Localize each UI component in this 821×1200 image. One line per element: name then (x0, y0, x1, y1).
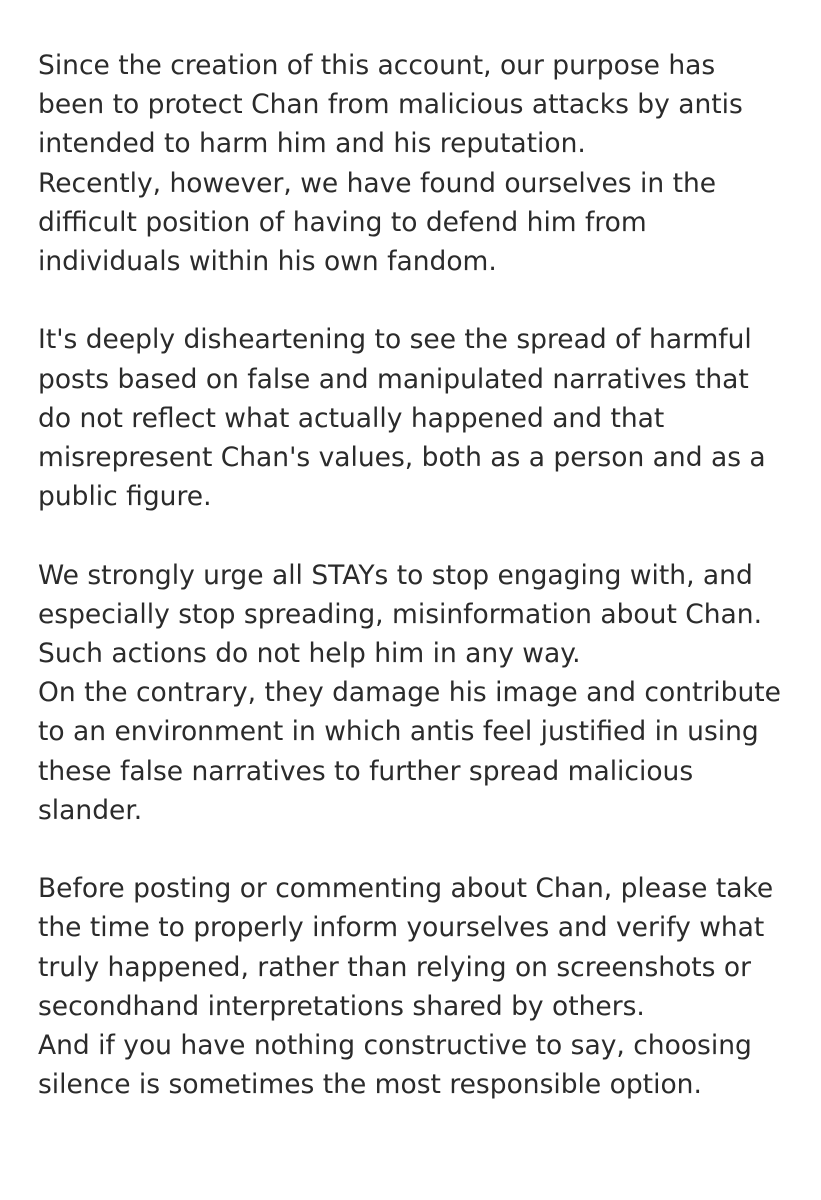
text-line: truly happened, rather than relying on screenshots or (38, 951, 752, 983)
paragraph-disheartening (38, 320, 813, 516)
text-line: Recently, however, we have found ourselves in the (38, 167, 717, 199)
text-line: public figure. (38, 481, 212, 513)
text-line: On the contrary, they damage his image and contribute (38, 677, 781, 709)
text-line: posts based on false and manipulated narratives that (38, 363, 749, 395)
text-line: misrepresent Chan's values, both as a person and as a (38, 442, 766, 474)
statement-document (38, 46, 813, 1104)
text-line: slander. (38, 794, 143, 826)
paragraph-before-posting (38, 869, 813, 1104)
text-line: Such actions do not help him in any way. (38, 638, 581, 670)
text-line: especially stop spreading, misinformation about Chan. (38, 598, 763, 630)
paragraph-urge (38, 556, 813, 830)
text-line: to an environment in which antis feel justified in using (38, 716, 759, 748)
text-line: We strongly urge all STAYs to stop engaging with, and (38, 559, 753, 591)
paragraph-purpose (38, 46, 813, 281)
text-line: Before posting or commenting about Chan, please take (38, 873, 774, 905)
text-line: individuals within his own fandom. (38, 246, 497, 278)
text-line: difficult position of having to defend him from (38, 206, 647, 238)
text-line: been to protect Chan from malicious attacks by antis (38, 89, 743, 121)
text-line: silence is sometimes the most responsible option. (38, 1069, 702, 1101)
text-line: intended to harm him and his reputation. (38, 128, 586, 160)
text-line: these false narratives to further spread malicious (38, 755, 694, 787)
text-line: Since the creation of this account, our purpose has (38, 50, 716, 81)
text-line: secondhand interpretations shared by others. (38, 990, 645, 1022)
text-line: the time to properly inform yourselves and verify what (38, 912, 765, 944)
text-line: And if you have nothing constructive to say, choosing (38, 1030, 752, 1062)
text-line: It's deeply disheartening to see the spread of harmful (38, 324, 752, 356)
text-line: do not reflect what actually happened and that (38, 402, 665, 434)
